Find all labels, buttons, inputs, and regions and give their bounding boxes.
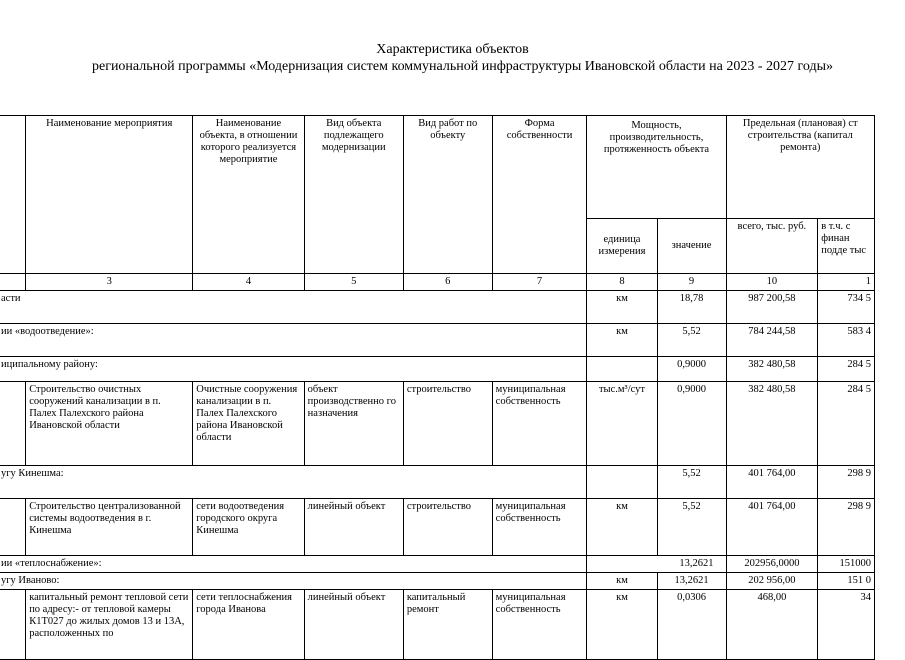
row-number (0, 382, 26, 466)
header-cost-subsidy: в т.ч. с финан подде тыс (818, 219, 875, 274)
row-total: 468,00 (726, 590, 818, 660)
row-unit (587, 357, 657, 382)
col-num-6: 6 (403, 274, 492, 291)
header-unit: единица измерения (587, 219, 657, 274)
row-unit: км (587, 590, 657, 660)
table-row-kineshma-total (0, 466, 875, 499)
row-activity: капитальный ремонт тепловой сети по адресу:- от тепловой камеры К1Т027 до жилых домов 13 и 13А, расположенных по (26, 590, 193, 660)
row-total: 784 244,58 (726, 324, 818, 357)
row-work: строительство (403, 382, 492, 466)
col-num-5: 5 (304, 274, 403, 291)
col-num-8: 8 (587, 274, 657, 291)
header-activity: Наименование мероприятия (26, 116, 193, 274)
header-cost-total: всего, тыс. руб. (726, 219, 818, 274)
header-col-number (0, 116, 26, 274)
header-work-kind: Вид работ по объекту (403, 116, 492, 274)
row-total: 382 480,58 (726, 382, 818, 466)
row-total: 382 480,58 (726, 357, 818, 382)
row-subsidy: 34 (818, 590, 875, 660)
table-row-palekh-treatment (0, 382, 875, 466)
row-ownership: муниципальная собственность (492, 590, 587, 660)
col-num-7: 7 (492, 274, 587, 291)
row-subsidy: 284 5 (818, 357, 875, 382)
row-value: 0,9000 (657, 382, 726, 466)
row-label: угу Иваново: (0, 573, 587, 590)
header-value: значение (657, 219, 726, 274)
row-work: капитальный ремонт (403, 590, 492, 660)
row-label: иципальному району: (0, 357, 587, 382)
col-num-10: 10 (726, 274, 818, 291)
col-num-11: 1 (818, 274, 875, 291)
row-label: асти (0, 291, 587, 324)
table-row-ivanovo-total (0, 573, 875, 590)
document-title-line1: Характеристика объектов (376, 42, 529, 57)
table-row-heating-total (0, 556, 875, 573)
row-kind: объект производственно го назначения (304, 382, 403, 466)
row-unit: км (587, 499, 657, 556)
row-number (0, 499, 26, 556)
row-number (0, 590, 26, 660)
row-value: 5,52 (657, 499, 726, 556)
row-value: 18,78 (657, 291, 726, 324)
row-total: 202 956,00 (726, 573, 818, 590)
header-ownership: Форма собственности (492, 116, 587, 274)
row-subsidy: 298 9 (818, 466, 875, 499)
header-cost: Предельная (плановая) ст строительства (капитал ремонта) (726, 116, 874, 219)
row-label: ии «теплоснабжение»: (0, 556, 587, 573)
table-row-sewerage-total (0, 324, 875, 357)
row-value: 5,52 (657, 466, 726, 499)
row-activity: Строительство централизованной системы водоотведения в г. Кинешма (26, 499, 193, 556)
table-row-district-total (0, 357, 875, 382)
table-row-region-total (0, 291, 875, 324)
row-ownership: муниципальная собственность (492, 382, 587, 466)
row-subsidy: 151 0 (818, 573, 875, 590)
row-label: угу Кинешма: (0, 466, 587, 499)
row-unit: км (587, 573, 657, 590)
header-capacity: Мощность, производительность, протяженность объекта (587, 116, 726, 219)
row-label: ии «водоотведение»: (0, 324, 587, 357)
row-unit: км (587, 324, 657, 357)
objects-table (0, 115, 875, 660)
row-total: 202956,0000 (726, 556, 818, 573)
row-subsidy: 284 5 (818, 382, 875, 466)
row-object: сети теплоснабжения города Иванова (193, 590, 304, 660)
col-num-4: 4 (193, 274, 304, 291)
row-subsidy: 151000 (818, 556, 875, 573)
col-num-1 (0, 274, 26, 291)
row-unit: км (587, 291, 657, 324)
col-num-3: 3 (26, 274, 193, 291)
row-subsidy: 734 5 (818, 291, 875, 324)
row-total: 401 764,00 (726, 466, 818, 499)
row-kind: линейный объект (304, 590, 403, 660)
header-row-1 (0, 116, 875, 219)
row-total: 401 764,00 (726, 499, 818, 556)
row-subsidy: 583 4 (818, 324, 875, 357)
row-unit: тыс.м³/сут (587, 382, 657, 466)
col-num-9: 9 (657, 274, 726, 291)
document-title-line2: региональной программы «Модернизация систем коммунальной инфраструктуры Ивановской области на 2023 - 2027 годы» (91, 59, 834, 74)
row-total: 987 200,58 (726, 291, 818, 324)
row-ownership: муниципальная собственность (492, 499, 587, 556)
row-unit (587, 466, 657, 499)
row-value: 0,9000 (657, 357, 726, 382)
table-row-kineshma-sewerage (0, 499, 875, 556)
row-subsidy: 298 9 (818, 499, 875, 556)
row-value: 13,2621 (587, 556, 726, 573)
table-row-ivanovo-heating-repair (0, 590, 875, 660)
row-value: 13,2621 (657, 573, 726, 590)
header-object: Наименование объекта, в отношении которого реализуется мероприятие (193, 116, 304, 274)
row-kind: линейный объект (304, 499, 403, 556)
row-value: 5,52 (657, 324, 726, 357)
row-activity: Строительство очистных сооружений канализации в п. Палех Палехского района Ивановской области (26, 382, 193, 466)
row-work: строительство (403, 499, 492, 556)
row-object: сети водоотведения городского округа Кинешма (193, 499, 304, 556)
column-numbers-row (0, 274, 875, 291)
row-object: Очистные сооружения канализации в п. Палех Палехского района Ивановской области (193, 382, 304, 466)
header-object-kind: Вид объекта подлежащего модернизации (304, 116, 403, 274)
row-value: 0,0306 (657, 590, 726, 660)
